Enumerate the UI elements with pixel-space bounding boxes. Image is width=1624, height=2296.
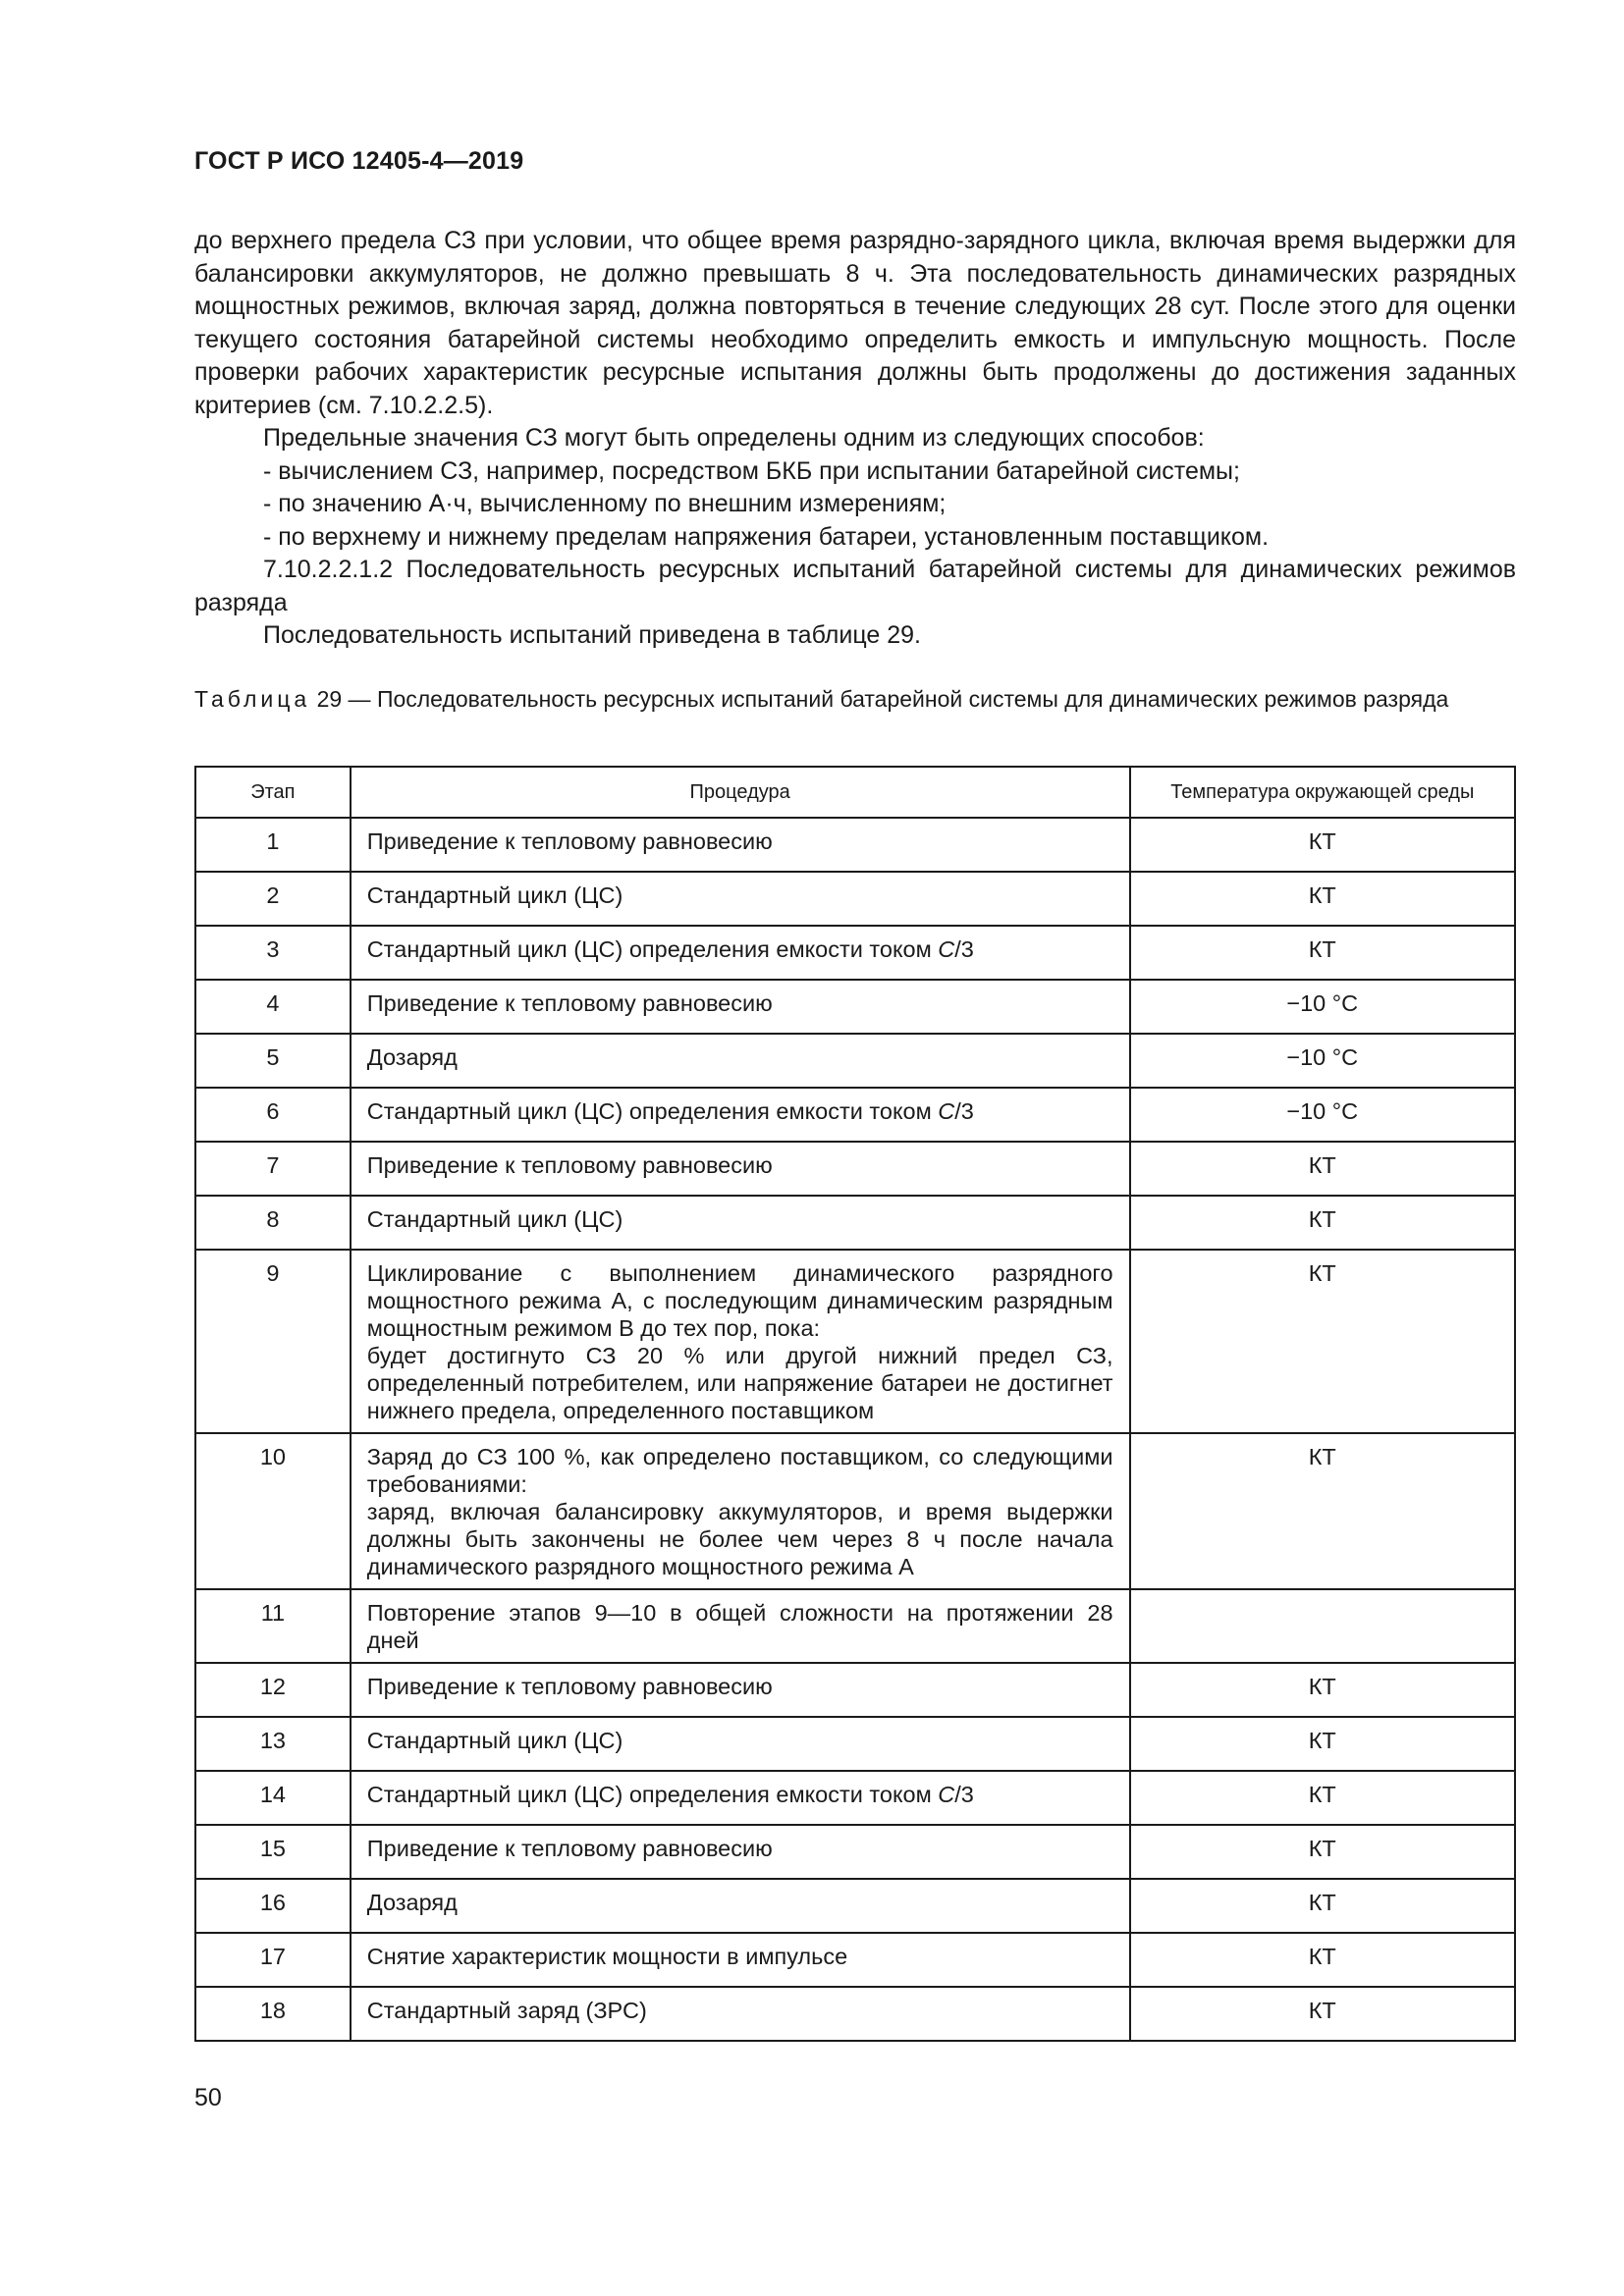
paragraph: Предельные значения СЗ могут быть определены одним из следующих способов:: [263, 424, 1205, 452]
procedure-cell: Приведение к тепловому равновесию: [351, 818, 1130, 872]
procedure-cell: [351, 1433, 1130, 1589]
temperature-cell: КТ: [1130, 1196, 1515, 1250]
procedure-cell: Приведение к тепловому равновесию: [351, 1825, 1130, 1879]
temperature-cell: КТ: [1130, 872, 1515, 926]
procedure-text-condition: заряд, включая балансировку аккумуляторов, и время выдержки должны быть закончены не более чем через 8 ч после начала динамического разрядного мощностного режима А: [366, 1499, 1113, 1579]
step-cell: 18: [195, 1987, 351, 2041]
table-row: [195, 1142, 1515, 1196]
column-header-temperature: Температура окружающей среды: [1130, 767, 1515, 818]
list-item: - вычислением СЗ, например, посредством БКБ при испытании батарейной системы;: [263, 456, 1240, 485]
procedure-cell: Стандартный заряд (ЗРС): [351, 1987, 1130, 2041]
list-item: - по значению А·ч, вычисленному по внешним измерениям;: [263, 490, 947, 517]
document-header: ГОСТ Р ИСО 12405-4—2019: [194, 147, 524, 175]
table-row: [195, 1034, 1515, 1088]
table-row: [195, 980, 1515, 1034]
step-cell: 12: [195, 1663, 351, 1717]
temperature-cell: КТ: [1130, 1987, 1515, 2041]
procedure-cell: Приведение к тепловому равновесию: [351, 1663, 1130, 1717]
procedure-cell: Приведение к тепловому равновесию: [351, 1142, 1130, 1196]
table-caption-label: Таблица: [194, 686, 311, 712]
procedure-cell: Снятие характеристик мощности в импульсе: [351, 1933, 1130, 1987]
procedure-cell: Стандартный цикл (ЦС): [351, 1196, 1130, 1250]
procedure-cell: Стандартный цикл (ЦС): [351, 872, 1130, 926]
step-cell: 14: [195, 1771, 351, 1825]
paragraph: Последовательность испытаний приведена в таблице 29.: [263, 621, 921, 649]
step-cell: 9: [195, 1250, 351, 1433]
table-row: [195, 1717, 1515, 1771]
procedure-text: Циклирование с выполнением динамического разрядного мощностного режима А, с последующим динамическим разрядным мощностным режимом В до тех пор, пока:: [366, 1260, 1113, 1341]
table-row: [195, 1433, 1515, 1589]
procedure-table: [194, 766, 1516, 2042]
table-caption-text: 29 — Последовательность ресурсных испытаний батарейной системы для динамических режимов разряда: [316, 686, 1449, 712]
step-cell: 10: [195, 1433, 351, 1589]
table-row: [195, 1879, 1515, 1933]
temperature-cell: КТ: [1130, 1879, 1515, 1933]
procedure-text-condition: будет достигнуто СЗ 20 % или другой нижний предел СЗ, определенный потребителем, или напряжение батареи не достигнет нижнего предела, определенного поставщиком: [366, 1343, 1113, 1423]
temperature-cell: КТ: [1130, 1663, 1515, 1717]
procedure-text: Заряд до СЗ 100 %, как определено поставщиком, со следующими требованиями:: [366, 1444, 1113, 1497]
table-row: [195, 1250, 1515, 1433]
capacity-symbol: C: [938, 1782, 955, 1807]
step-cell: 2: [195, 872, 351, 926]
step-cell: 7: [195, 1142, 351, 1196]
procedure-text-suffix: /3: [954, 936, 974, 962]
paragraph: до верхнего предела СЗ при условии, что общее время разрядно-зарядного цикла, включая время выдержки для балансировки аккумуляторов, не должно превышать 8 ч. Эта последовательность динамических разрядных мощностных режимов, включая заряд, должна повторяться в течение следующих 28 сут. После этого для оценки текущего состояния батарейной системы необходимо определить емкость и импульсную мощность. После проверки рабочих характеристик ресурсные испытания должны быть продолжены до достижения заданных критериев (см. 7.10.2.2.5).: [194, 227, 1516, 419]
temperature-cell: КТ: [1130, 1771, 1515, 1825]
step-cell: 13: [195, 1717, 351, 1771]
temperature-cell: −10 °C: [1130, 1088, 1515, 1142]
temperature-cell: КТ: [1130, 926, 1515, 980]
procedure-cell: Дозаряд: [351, 1034, 1130, 1088]
procedure-text-suffix: /3: [954, 1782, 974, 1807]
procedure-cell: [351, 1088, 1130, 1142]
column-header-procedure: Процедура: [351, 767, 1130, 818]
step-cell: 4: [195, 980, 351, 1034]
section-heading: 7.10.2.2.1.2 Последовательность ресурсных испытаний батарейной системы для динамических режимов разряда: [194, 556, 1516, 616]
table-row: [195, 1663, 1515, 1717]
procedure-cell: Стандартный цикл (ЦС): [351, 1717, 1130, 1771]
step-cell: 11: [195, 1589, 351, 1663]
step-cell: 8: [195, 1196, 351, 1250]
temperature-cell: −10 °C: [1130, 1034, 1515, 1088]
temperature-cell: КТ: [1130, 1825, 1515, 1879]
table-row: [195, 818, 1515, 872]
temperature-cell: КТ: [1130, 1142, 1515, 1196]
table-row: [195, 1589, 1515, 1663]
page-number: 50: [194, 2084, 222, 2111]
column-header-step: Этап: [195, 767, 351, 818]
temperature-cell: КТ: [1130, 1250, 1515, 1433]
procedure-cell: [351, 926, 1130, 980]
table-row: [195, 1196, 1515, 1250]
temperature-cell: КТ: [1130, 1717, 1515, 1771]
capacity-symbol: C: [938, 1098, 955, 1124]
table-row: [195, 1987, 1515, 2041]
procedure-cell: Дозаряд: [351, 1879, 1130, 1933]
table-row: [195, 1933, 1515, 1987]
list-item: - по верхнему и нижнему пределам напряжения батареи, установленным поставщиком.: [263, 522, 1270, 551]
table-row: [195, 872, 1515, 926]
table-row: [195, 926, 1515, 980]
temperature-cell: КТ: [1130, 818, 1515, 872]
procedure-text: Стандартный цикл (ЦС) определения емкости током: [366, 936, 939, 962]
step-cell: 6: [195, 1088, 351, 1142]
capacity-symbol: C: [938, 936, 955, 962]
step-cell: 17: [195, 1933, 351, 1987]
temperature-cell: −10 °C: [1130, 980, 1515, 1034]
procedure-text-suffix: /3: [954, 1098, 974, 1124]
step-cell: 15: [195, 1825, 351, 1879]
step-cell: 3: [195, 926, 351, 980]
temperature-cell: КТ: [1130, 1433, 1515, 1589]
table-caption: [194, 684, 1516, 714]
step-cell: 5: [195, 1034, 351, 1088]
procedure-cell: Повторение этапов 9—10 в общей сложности на протяжении 28 дней: [351, 1589, 1130, 1663]
temperature-cell: КТ: [1130, 1933, 1515, 1987]
table-row: [195, 1825, 1515, 1879]
table-row: [195, 1771, 1515, 1825]
procedure-text: Стандартный цикл (ЦС) определения емкости током: [366, 1782, 939, 1807]
table-header-row: [195, 767, 1515, 818]
procedure-cell: [351, 1771, 1130, 1825]
procedure-cell: Приведение к тепловому равновесию: [351, 980, 1130, 1034]
step-cell: 1: [195, 818, 351, 872]
procedure-cell: [351, 1250, 1130, 1433]
procedure-text: Стандартный цикл (ЦС) определения емкости током: [366, 1098, 939, 1124]
step-cell: 16: [195, 1879, 351, 1933]
temperature-cell: [1130, 1589, 1515, 1663]
body-text: [194, 225, 1516, 653]
table-row: [195, 1088, 1515, 1142]
